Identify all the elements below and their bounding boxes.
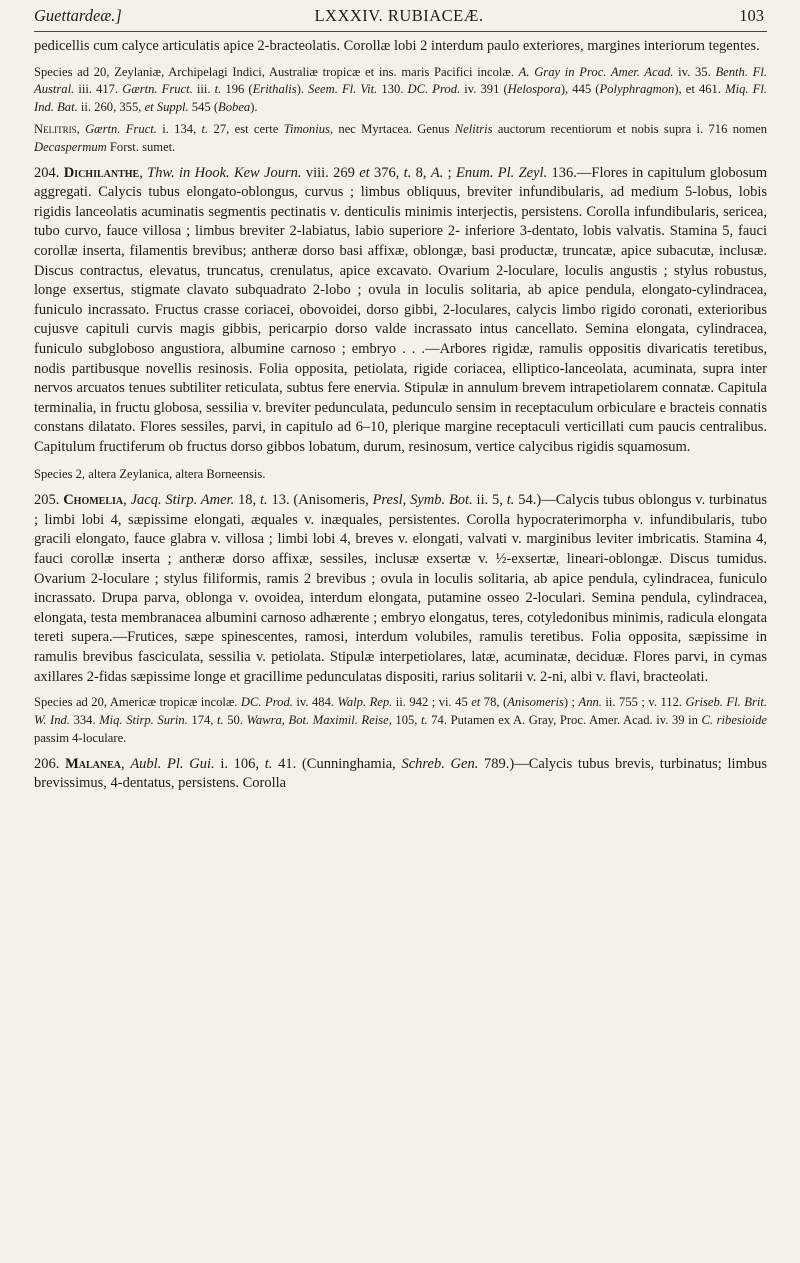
italic-citation: Griseb. Fl. Brit. W. Ind. [34,695,767,728]
italic-citation: t. [403,164,412,181]
italic-citation: Polyphragmon [599,82,675,97]
text-run: viii. 269 [301,164,360,181]
italic-citation: DC. Prod. [407,82,461,97]
italic-citation: t. [217,713,224,728]
text-run: ii. 755 ; v. 112. [601,695,686,710]
text-run: , [121,755,131,772]
italic-citation: Seem. Fl. Vit. [308,82,378,97]
italic-citation: C. ribesioide [701,713,767,728]
italic-citation: Gærtn. Fruct. [85,121,157,136]
header-rule [34,31,767,32]
text-run: iv. 484. [292,695,338,710]
italic-citation: Gærtn. Fruct. [122,82,193,97]
italic-citation: t. [201,121,209,136]
italic-citation: Helospora [507,82,561,97]
text-run: 174, [187,713,218,728]
text-run: Species 2, altera Zeylanica, altera Borneensis. [34,467,266,482]
italic-citation: Ann. [578,695,602,710]
italic-citation: Erithalis [252,82,297,97]
text-run: , [123,492,131,509]
text-run: iv. 391 ( [460,82,508,97]
text-run: iii. [192,82,215,97]
text-run: 545 ( [188,100,219,115]
text-run: ii. 5, [472,492,507,509]
small-caps-name: Nelitris [34,121,77,136]
species-note [34,64,767,117]
text-run: 27, est certe [208,121,284,136]
text-run: auctorum recentiorum et nobis supra i. 716 nomen [492,121,767,136]
italic-citation: Enum. Pl. Zeyl. [456,164,548,181]
text-run: 204. [34,164,64,181]
italic-citation: Timonius [283,121,330,136]
italic-citation: et [359,164,370,181]
italic-citation: Wawra, Bot. Maximil. Reise, [246,713,392,728]
text-run: Species ad 20, Zeylaniæ, Archipelagi Indici, Australiæ tropicæ et ins. maris Pacifici incolæ. [34,64,519,79]
italic-citation: Schreb. Gen. [401,755,479,772]
italic-citation: t. [264,755,273,772]
text-run: ), et 461. [674,82,726,97]
italic-citation: t. [214,82,222,97]
italic-citation: Aubl. Pl. Gui. [130,755,215,772]
italic-citation: et [471,695,481,710]
text-run: ii. 942 ; vi. 45 [392,695,472,710]
header-family-title: LXXXIV. RUBIACEÆ. [314,6,484,25]
italic-citation: Miq. Stirp. Surin. [99,713,188,728]
continued-description [34,37,767,57]
text-run: ) ; [563,695,579,710]
italic-citation: Thw. in Hook. Kew Journ. [147,164,302,181]
text-run: ). [296,82,309,97]
italic-citation: Walp. Rep. [337,695,393,710]
text-run: ii. 260, 355, [77,100,145,115]
text-run: 136.—Flores in capitulum globosum aggregati. Calycis tubus elongato-oblongus, curvus ; limbus obliquus, breviter infundibularis, ad medium 5-lobus, lobis rigidis lanceolatis acuminatis segmentis pectinatis v. denticulis minimis interjectis, persistens. Corolla infundibularis, sericea, tubo curvo, fauce villosa ; limbus breviter 2-labiatus, labio superiore 2- inferiore 3-dentato, lobis valvatis. Stamina 5, fauci corollæ inserta, filamentis brevibus; antheræ dorso basi affixæ, oblongæ, basi productæ, truncatæ, apice subacutæ, inclusæ. Discus contractus, elevatus, truncatus, crenulatus, apice excavato. Ovarium 2-loculare, loculis angustis ; stylus robustus, longe exsertus, stigmate clavato subquadrato 2-lobo ; ovula in loculis solitaria, ab apice pendula, elongato-cylindracea, funiculo incrassato. Fructus crasse coriacei, obovoidei, dorso gibbi, 2-loculares, calycis limbo rigido coronati, exterioribus cujusve capituli curvis magis gibbis, pericarpio dorso valde incrassato intus cancellato. Semina elongata, cylindracea, funiculo subgloboso angustiora, albumine carnoso ; embryo . . .—Arbores rigidæ, ramulis oppositis divaricatis teretibus, nodis partibusque novellis resinosis. Folia opposita, petiolata, rigide coriacea, elliptico-lanceolata, acuminata, supra inter nervos arcuatos tenues subtiliter reticulata, subtus fere enervia. Stipulæ in annulum brevem intrapetiolarem connatæ. Capitula terminalia, in fructu globosa, sessilia v. breviter pedunculata, pedunculo sensim in receptaculum orbiculare e bracteis connatis constans dilatato. Flores sessiles, parvi, in capitulo ad 6–10, plerique margine receptaculi verticillati cum paucis centralibus. Capitulum fructiferum ob fructus dorso gibbos lobatum, durum, resinosum, vertice calycibus rigidis squamosum. [34,164,768,455]
italic-citation: Nelitris [454,121,493,136]
italic-citation: Decaspermum [34,139,107,154]
italic-citation: Benth. Fl. Austral. [34,64,768,97]
genus-name: Chomelia [63,492,124,509]
text-run: , nec Myrtacea. Genus [329,121,455,136]
genus-name: Dichilanthe [63,164,140,181]
italic-citation: t. [421,713,428,728]
page-number: 103 [739,6,764,25]
page-body [34,37,767,794]
italic-citation: Bobea [218,100,251,115]
text-run: 13. (Anisomeris, [267,492,373,509]
text-run: ; [443,164,456,181]
running-header [34,6,764,28]
italic-citation: A. [430,164,444,181]
text-run: 74. Putamen ex A. Gray, Proc. Amer. Acad. iv. 39 in [427,713,702,728]
text-run: Species ad 20, Americæ tropicæ incolæ. [34,695,241,710]
text-run: 205. [34,492,64,509]
italic-citation: t. [260,492,268,509]
species-note [34,466,767,484]
text-run: , [139,164,148,181]
italic-citation: Anisomeris [507,695,564,710]
text-run: Forst. sumet. [106,139,176,154]
text-run: 41. (Cunninghamia, [272,755,402,772]
italic-citation: Jacq. Stirp. Amer. [130,492,235,509]
text-run: 78, ( [480,695,508,710]
text-run: ). [250,100,258,115]
text-run: iii. 417. [74,82,123,97]
header-section-title: Guettardeæ.] [34,6,122,25]
text-run: 18, [234,492,260,509]
text-run: 376, [369,164,404,181]
genus-entry-chomelia [34,491,767,687]
text-run: passim 4-loculare. [34,730,127,745]
text-run: iv. 35. [673,64,716,79]
italic-citation: Miq. Fl. Ind. Bat. [34,82,767,115]
italic-citation: et Suppl. [144,100,189,115]
text-run: i. 134, [156,121,202,136]
text-run: pedicellis cum calyce articulatis apice 2-bracteolatis. Corollæ lobi 2 interdum paulo exteriores, margines interiorum tegentes. [34,38,760,54]
text-run: 130. [377,82,408,97]
text-run: 105, [391,713,422,728]
italic-citation: Presl, Symb. Bot. [372,492,473,509]
text-run: 54.)—Calycis tubus oblongus v. turbinatus ; limbi lobi 4, sæpissime elongati, æquales v. inæquales, persistentes. Corolla hypocraterimorpha v. infundibularis, tubo gracili elongato, fauce glabra v. villosa ; limbi lobi 4, breves v. elongati, valvati v. marginibus leviter imbricatis. Stamina 4, fauci corollæ inserta ; antheræ dorso affixæ, sessiles, inclusæ exsertæ v. ½-exsertæ, lineari-oblongæ. Discus tumidus. Ovarium 2-loculare ; stylus filiformis, ramis 2 brevibus ; ovula in loculis solitaria, ab apice pendula, cylindracea, funiculo incrassato. Drupa parva, oblonga v. ovoidea, interdum elongata, putamine osseo 2-loculari. Semina pendula, cylindracea, elongata, testa membranacea albumini carnoso adhærente ; embryo elongatus, teres, cotyledonibus minimis, radicula elongata tereti supera.—Frutices, sæpe spinescentes, ramosi, interdum volubiles, ramulis teretibus. Folia opposita, sæpissime in ramulis brevibus fasciculata, sessilia v. petiolata. Stipulæ interpetiolares, latæ, acuminatæ, deciduæ. Flores parvi, in cymas axillares 2-fidas sæpissime longe et gracillime pedunculatas dispositi, rarius solitarii v. 2-ni, albi v. flavi, bracteolati. [34,492,768,685]
genus-name: Malanea [65,755,121,772]
genus-entry-dichilanthe [34,164,767,458]
text-run: , [76,121,86,136]
italic-citation: t. [506,492,515,509]
text-run: 789.)—Calycis tubus brevis, turbinatus; limbus brevissimus, 4-dentatus, persistens. Corolla [34,755,768,792]
text-run: 196 ( [221,82,253,97]
italic-citation: DC. Prod. [240,695,293,710]
nomenclature-note [34,121,767,157]
text-run: 334. [70,713,100,728]
text-run: i. 106, [214,755,265,772]
text-run: 50. [223,713,247,728]
text-run: 8, [411,164,431,181]
species-note [34,694,767,747]
genus-entry-malanea [34,755,767,794]
italic-citation: A. Gray in Proc. Amer. Acad. [518,64,674,79]
text-run: ), 445 ( [560,82,600,97]
text-run: 206. [34,755,66,772]
